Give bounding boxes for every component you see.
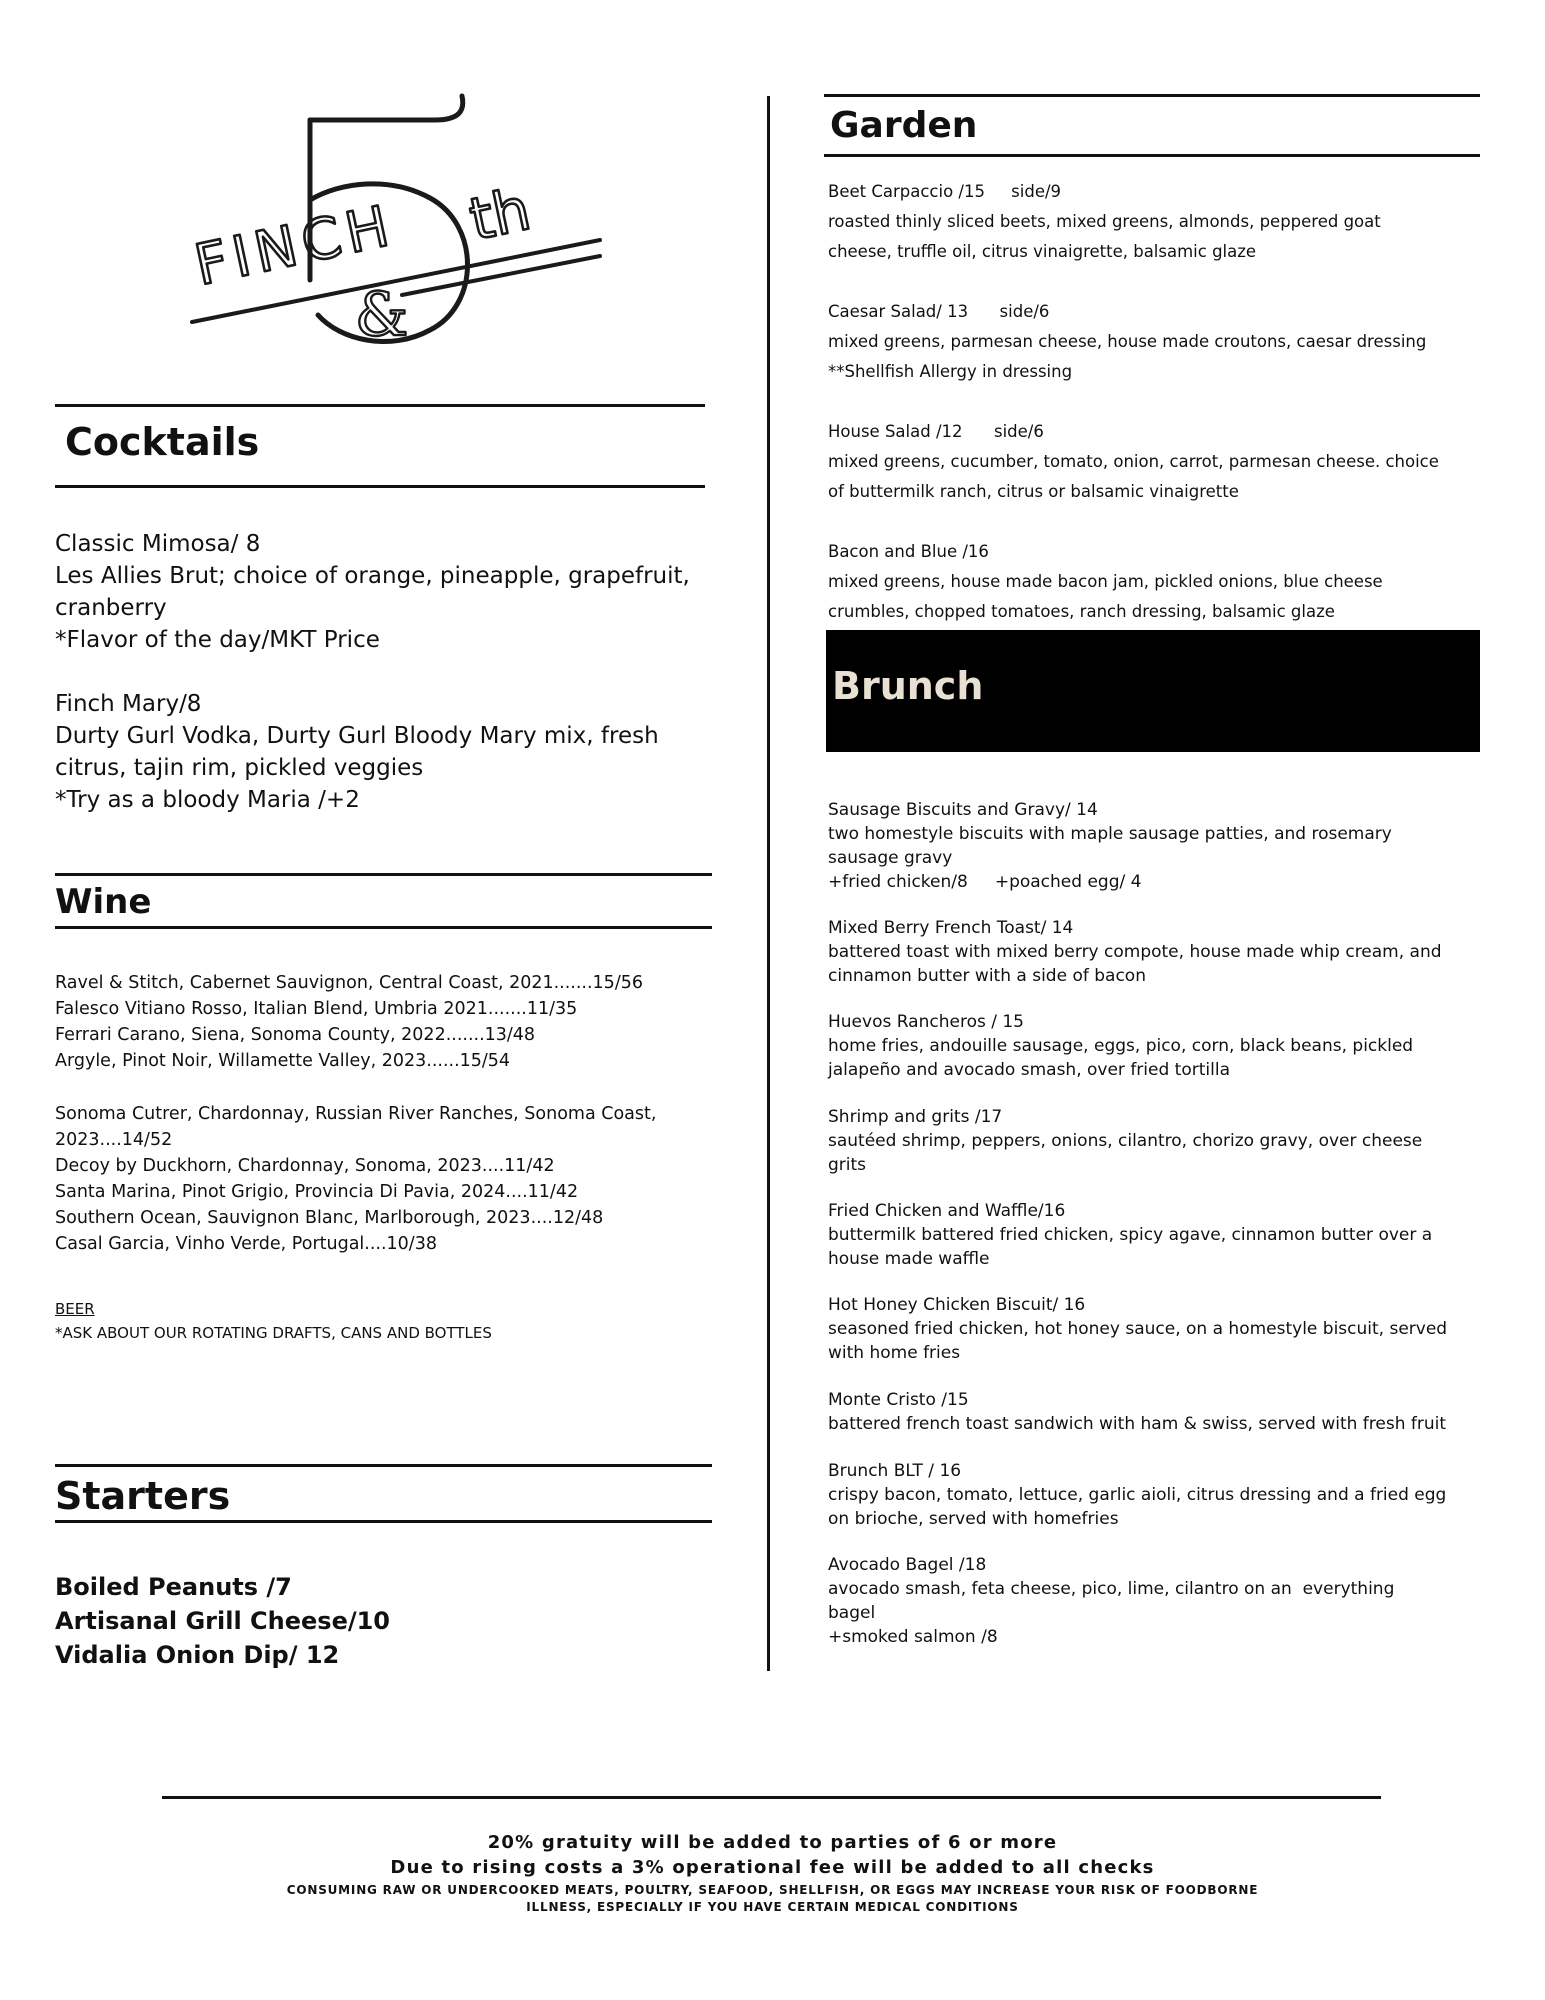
garden-rule-bottom: [824, 154, 1480, 157]
wine-item: Casal Garcia, Vinho Verde, Portugal....10/38: [55, 1234, 437, 1254]
column-divider: [767, 96, 770, 1671]
brunch-item-desc: bagel: [828, 1603, 876, 1623]
brunch-item-desc: battered french toast sandwich with ham & swiss, served with fresh fruit: [828, 1414, 1447, 1434]
brunch-item: [828, 1388, 1488, 1436]
brunch-item-desc: two homestyle biscuits with maple sausage patties, and rosemary: [828, 824, 1392, 844]
beer-block: [55, 1297, 715, 1345]
brunch-item-desc: cinnamon butter with a side of bacon: [828, 966, 1146, 986]
brunch-item: [828, 1553, 1488, 1649]
cocktails-list: [55, 528, 715, 816]
brunch-item: [828, 1293, 1488, 1365]
wine-item: Argyle, Pinot Noir, Willamette Valley, 2023......15/54: [55, 1051, 511, 1071]
cocktail-line: Les Allies Brut; choice of orange, pineapple, grapefruit,: [55, 563, 690, 589]
garden-rule-top: [824, 94, 1480, 97]
brunch-item-desc: seasoned fried chicken, hot honey sauce, on a homestyle biscuit, served: [828, 1319, 1448, 1339]
brunch-title: Brunch: [832, 664, 984, 708]
brunch-item-desc: jalapeño and avocado smash, over fried tortilla: [828, 1060, 1230, 1080]
garden-item-desc: cheese, truffle oil, citrus vinaigrette, balsamic glaze: [828, 242, 1257, 261]
cocktails-title: Cocktails: [65, 420, 260, 464]
brunch-item-name: Mixed Berry French Toast/ 14: [828, 918, 1074, 938]
garden-item-name: Caesar Salad/ 13 side/6: [828, 302, 1050, 321]
wine-list-reds: [55, 970, 715, 1074]
garden-item: [828, 297, 1468, 387]
brunch-item-name: Monte Cristo /15: [828, 1390, 969, 1410]
garden-item-desc: of buttermilk ranch, citrus or balsamic vinaigrette: [828, 482, 1239, 501]
wine-item: Falesco Vitiano Rosso, Italian Blend, Umbria 2021.......11/35: [55, 999, 578, 1019]
cocktail-line: *Try as a bloody Maria /+2: [55, 787, 360, 813]
brunch-item: [828, 798, 1488, 894]
garden-item-name: Bacon and Blue /16: [828, 542, 989, 561]
brunch-item-desc: home fries, andouille sausage, eggs, pico, corn, black beans, pickled: [828, 1036, 1414, 1056]
brunch-item-name: Huevos Rancheros / 15: [828, 1012, 1024, 1032]
starter-item: Artisanal Grill Cheese/10: [55, 1607, 391, 1635]
brunch-item-name: Brunch BLT / 16: [828, 1461, 962, 1481]
footer-gratuity-note: 20% gratuity will be added to parties of 6 or more: [487, 1832, 1058, 1853]
brunch-item-desc: house made waffle: [828, 1249, 990, 1269]
brunch-item-desc: grits: [828, 1155, 867, 1175]
starters-rule-bottom: [55, 1520, 712, 1523]
svg-text:th: th: [463, 174, 537, 254]
cocktail-line: Finch Mary/8: [55, 691, 202, 717]
brunch-item-desc: on brioche, served with homefries: [828, 1509, 1119, 1529]
garden-item: [828, 177, 1468, 267]
footer-rule: [162, 1796, 1381, 1799]
cocktail-line: cranberry: [55, 595, 167, 621]
wine-item: Santa Marina, Pinot Grigio, Provincia Di Pavia, 2024....11/42: [55, 1182, 579, 1202]
brunch-header-box: [826, 630, 1480, 752]
garden-item-desc: **Shellfish Allergy in dressing: [828, 362, 1073, 381]
brunch-item-name: Hot Honey Chicken Biscuit/ 16: [828, 1295, 1086, 1315]
cocktails-rule-top: [55, 404, 705, 407]
beer-label: BEER: [55, 1300, 95, 1318]
garden-item: [828, 417, 1468, 507]
brunch-item-name: Shrimp and grits /17: [828, 1107, 1003, 1127]
wine-rule-bottom: [55, 926, 712, 929]
brunch-item-desc: battered toast with mixed berry compote, house made whip cream, and: [828, 942, 1442, 962]
garden-item-desc: roasted thinly sliced beets, mixed greens, almonds, peppered goat: [828, 212, 1381, 231]
garden-item-desc: mixed greens, cucumber, tomato, onion, carrot, parmesan cheese. choice: [828, 452, 1439, 471]
wine-title: Wine: [55, 882, 152, 922]
garden-title: Garden: [830, 105, 978, 146]
brunch-item-desc: +fried chicken/8 +poached egg/ 4: [828, 872, 1142, 892]
garden-item: [828, 537, 1468, 627]
brunch-item-name: Fried Chicken and Waffle/16: [828, 1201, 1066, 1221]
brunch-item: [828, 1010, 1488, 1082]
wine-item: 2023....14/52: [55, 1130, 173, 1150]
garden-item-desc: mixed greens, parmesan cheese, house made croutons, caesar dressing: [828, 332, 1427, 351]
cocktail-line: citrus, tajin rim, pickled veggies: [55, 755, 424, 781]
logo: [190, 90, 610, 350]
brunch-item-desc: buttermilk battered fried chicken, spicy agave, cinnamon butter over a: [828, 1225, 1433, 1245]
footer-health-warning: CONSUMING RAW OR UNDERCOOKED MEATS, POULTRY, SEAFOOD, SHELLFISH, OR EGGS MAY INCREASE YOUR RISK OF FOODBORNE: [286, 1883, 1259, 1897]
garden-item-desc: crumbles, chopped tomatoes, ranch dressing, balsamic glaze: [828, 602, 1335, 621]
garden-item-name: Beet Carpaccio /15 side/9: [828, 182, 1062, 201]
garden-item-desc: mixed greens, house made bacon jam, pickled onions, blue cheese: [828, 572, 1383, 591]
brunch-item-desc: sautéed shrimp, peppers, onions, cilantro, chorizo gravy, over cheese: [828, 1131, 1423, 1151]
footer-fee-note: Due to rising costs a 3% operational fee will be added to all checks: [390, 1857, 1155, 1878]
starters-title: Starters: [55, 1474, 231, 1518]
brunch-item-desc: with home fries: [828, 1343, 961, 1363]
cocktail-line: *Flavor of the day/MKT Price: [55, 627, 380, 653]
cocktail-line: Durty Gurl Vodka, Durty Gurl Bloody Mary mix, fresh: [55, 723, 659, 749]
brunch-item: [828, 1459, 1488, 1531]
finch-and-5th-logo-icon: [190, 90, 610, 350]
wine-item: Ravel & Stitch, Cabernet Sauvignon, Central Coast, 2021.......15/56: [55, 973, 643, 993]
svg-text:FINCH: FINCH: [190, 193, 401, 299]
starters-rule-top: [55, 1464, 712, 1467]
garden-item-name: House Salad /12 side/6: [828, 422, 1044, 441]
brunch-item-desc: avocado smash, feta cheese, pico, lime, cilantro on an everything: [828, 1579, 1395, 1599]
cocktail-line: Classic Mimosa/ 8: [55, 531, 261, 557]
brunch-item-desc: +smoked salmon /8: [828, 1627, 998, 1647]
starter-item: Vidalia Onion Dip/ 12: [55, 1641, 340, 1669]
starter-item: Boiled Peanuts /7: [55, 1573, 292, 1601]
cocktails-rule-bottom: [55, 485, 705, 488]
wine-item: Decoy by Duckhorn, Chardonnay, Sonoma, 2023....11/42: [55, 1156, 555, 1176]
brunch-item-desc: crispy bacon, tomato, lettuce, garlic aioli, citrus dressing and a fried egg: [828, 1485, 1447, 1505]
wine-rule-top: [55, 873, 712, 876]
brunch-item-name: Sausage Biscuits and Gravy/ 14: [828, 800, 1098, 820]
starters-list: [55, 1570, 715, 1672]
wine-list-whites: [55, 1101, 715, 1257]
wine-item: Southern Ocean, Sauvignon Blanc, Marlborough, 2023....12/48: [55, 1208, 604, 1228]
brunch-item: [828, 1199, 1488, 1271]
wine-item: Sonoma Cutrer, Chardonnay, Russian River Ranches, Sonoma Coast,: [55, 1104, 657, 1124]
beer-note: *ASK ABOUT OUR ROTATING DRAFTS, CANS AND BOTTLES: [55, 1324, 492, 1342]
footer-health-warning-cont: ILLNESS, ESPECIALLY IF YOU HAVE CERTAIN MEDICAL CONDITIONS: [526, 1900, 1019, 1914]
wine-item: Ferrari Carano, Siena, Sonoma County, 2022.......13/48: [55, 1025, 536, 1045]
brunch-item-desc: sausage gravy: [828, 848, 953, 868]
brunch-item: [828, 1105, 1488, 1177]
svg-text:&: &: [355, 280, 409, 350]
brunch-item-name: Avocado Bagel /18: [828, 1555, 987, 1575]
brunch-item: [828, 916, 1488, 988]
cocktail-line: [55, 656, 715, 688]
